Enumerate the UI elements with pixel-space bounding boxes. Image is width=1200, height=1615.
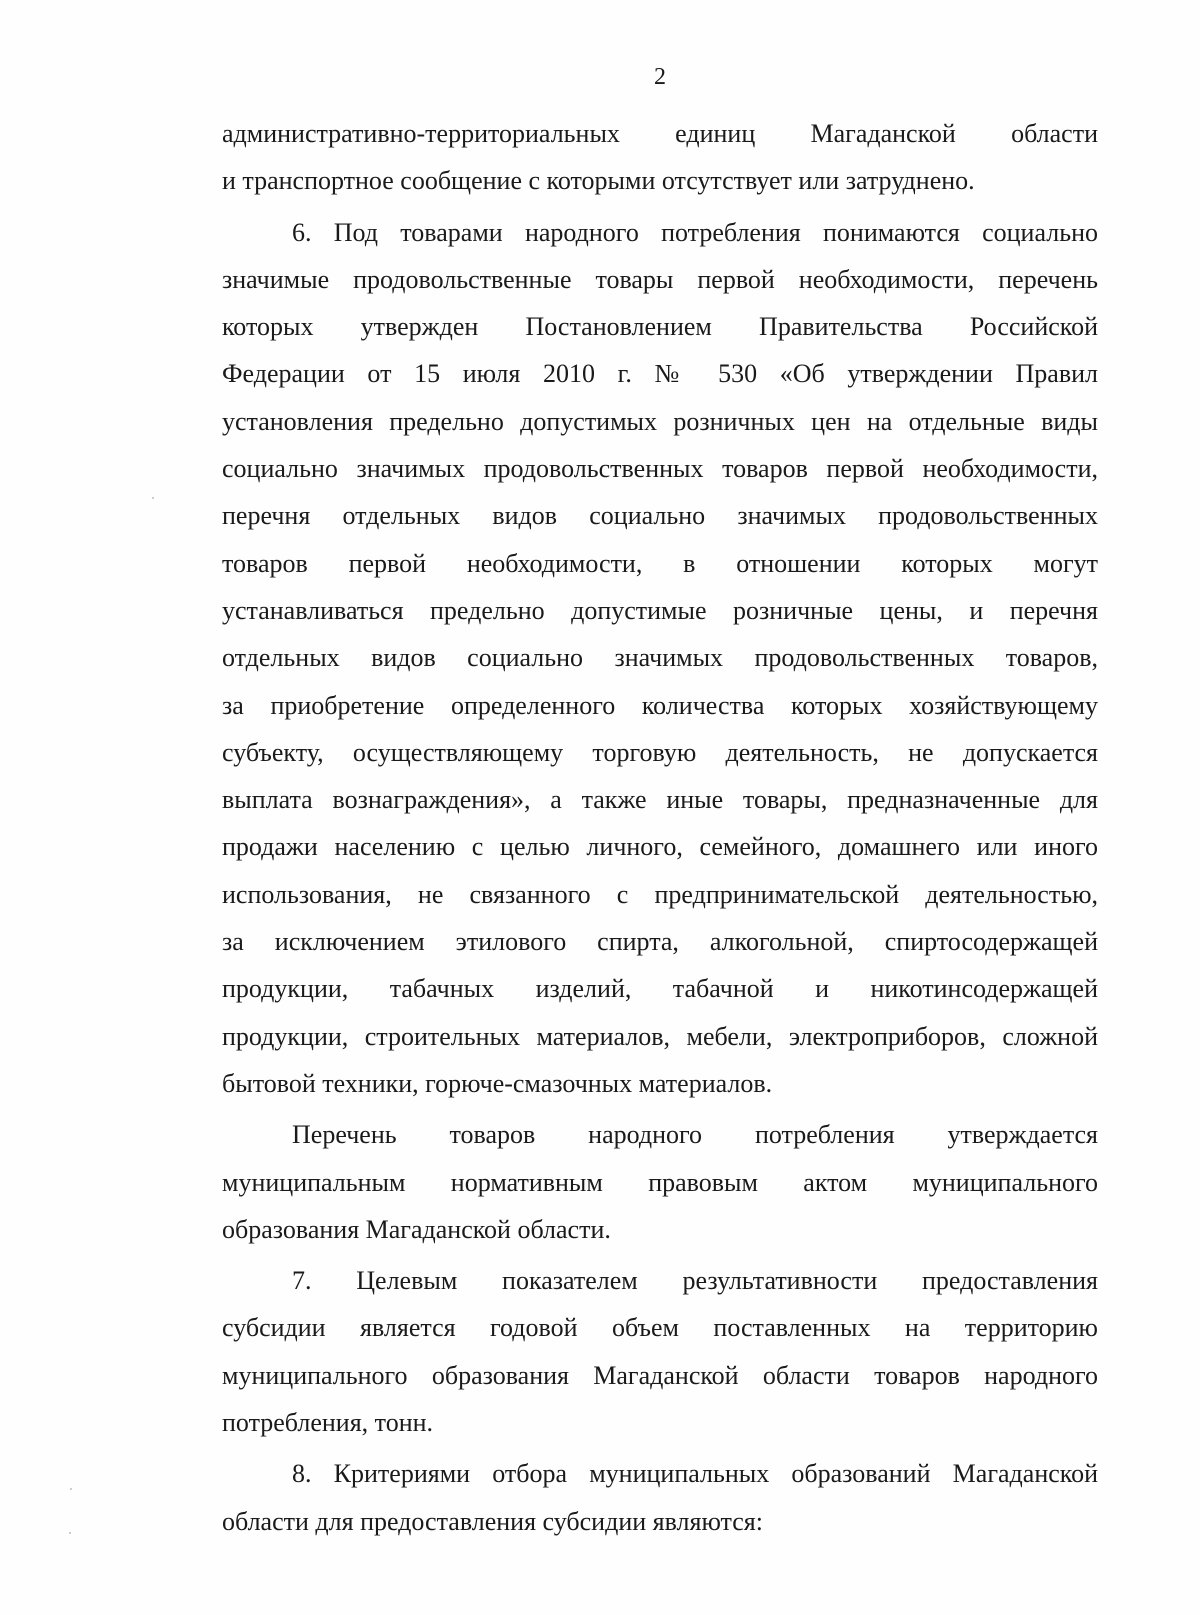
text-line: субъекту, осуществляющему торговую деятельность, не допускается	[222, 737, 1098, 767]
text-line: Федерации от 15 июля 2010 г. № 530 «Об утверждении Правил	[222, 359, 1098, 389]
paragraph-continuation	[222, 110, 1098, 205]
paragraph-item-6	[222, 209, 1098, 1108]
text-line: выплата вознаграждения», а также иные товары, предназначенные для	[222, 785, 1098, 815]
text-line: образования Магаданской области.	[222, 1214, 611, 1244]
text-line: потребления, тонн.	[222, 1408, 434, 1438]
text-line: бытовой техники, горюче-смазочных материалов.	[222, 1068, 773, 1098]
text-line: и транспортное сообщение с которыми отсутствует или затруднено.	[222, 166, 975, 196]
text-line: муниципального образования Магаданской области товаров народного	[222, 1360, 1098, 1390]
text-line: устанавливаться предельно допустимые розничные цены, и перечня	[222, 595, 1098, 625]
text-line: муниципальным нормативным правовым актом муниципального	[222, 1167, 1098, 1197]
text-line: значимые продовольственные товары первой необходимости, перечень	[222, 264, 1098, 294]
text-line: продукции, строительных материалов, мебели, электроприборов, сложной	[222, 1021, 1098, 1051]
text-line: 7. Целевым показателем результативности предоставления	[292, 1266, 1098, 1296]
text-line: субсидии является годовой объем поставленных на территорию	[222, 1313, 1098, 1343]
text-line: административно-территориальных единиц Магаданской области	[222, 119, 1098, 148]
text-line: отдельных видов социально значимых продовольственных товаров,	[222, 643, 1098, 673]
text-line: области для предоставления субсидии являются:	[222, 1506, 763, 1536]
text-line: установления предельно допустимых розничных цен на отдельные виды	[222, 406, 1098, 436]
text-line: использования, не связанного с предпринимательской деятельностью,	[222, 879, 1098, 909]
text-line: Перечень товаров народного потребления утверждается	[292, 1120, 1098, 1150]
paragraph-list-approval	[222, 1111, 1098, 1253]
scan-speck	[70, 1488, 72, 1490]
scan-speck	[152, 497, 154, 499]
text-line: товаров первой необходимости, в отношении которых могут	[222, 548, 1098, 578]
text-line: продажи населению с целью личного, семейного, домашнего или иного	[222, 832, 1098, 862]
scan-speck	[69, 1532, 71, 1534]
paragraph-item-7	[222, 1257, 1098, 1446]
text-line: за приобретение определенного количества которых хозяйствующему	[222, 690, 1098, 720]
text-line: 8. Критериями отбора муниципальных образований Магаданской	[292, 1459, 1098, 1489]
text-line: социально значимых продовольственных товаров первой необходимости,	[222, 454, 1098, 484]
page-number: 2	[654, 64, 666, 90]
text-line: перечня отдельных видов социально значимых продовольственных	[222, 501, 1098, 531]
document-body	[222, 110, 1098, 1545]
text-line: 6. Под товарами народного потребления понимаются социально	[292, 217, 1098, 247]
text-line: продукции, табачных изделий, табачной и никотинсодержащей	[222, 974, 1098, 1004]
text-line: за исключением этилового спирта, алкогольной, спиртосодержащей	[222, 927, 1098, 957]
paragraph-item-8	[222, 1450, 1098, 1545]
text-line: которых утвержден Постановлением Правительства Российской	[222, 312, 1098, 342]
